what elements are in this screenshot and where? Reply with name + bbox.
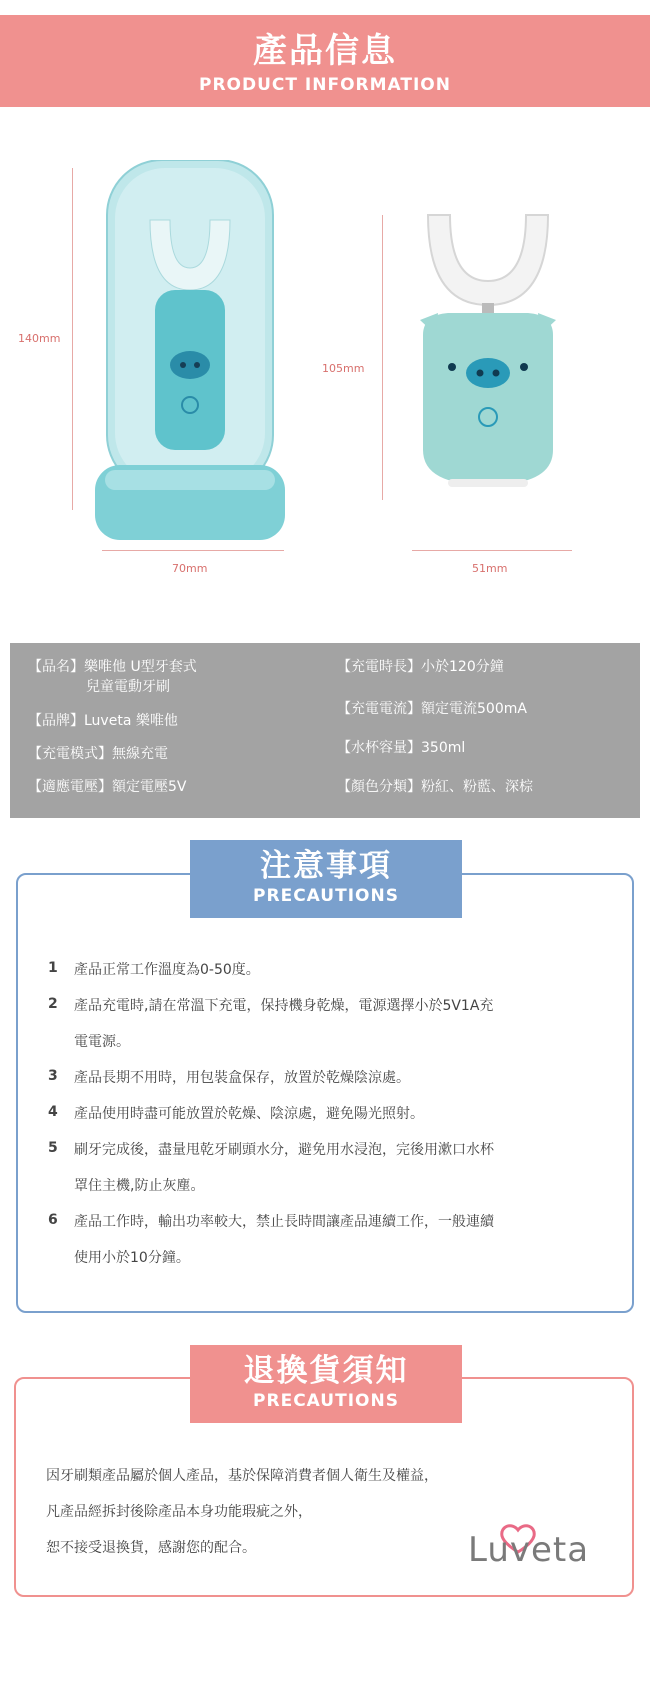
precaution-number: 6	[48, 1212, 58, 1228]
spec-label: 【適應電壓】	[28, 779, 112, 795]
case-height-line	[72, 168, 73, 510]
precaution-line: 產品使用時盡可能放置於乾燥、陰涼處，避免陽光照射。	[74, 1106, 424, 1122]
returns-title-zh: 退換貨須知	[243, 1353, 409, 1389]
header-title-zh: 產品信息	[253, 31, 397, 71]
precaution-line: 產品充電時,請在常溫下充電，保持機身乾燥，電源選擇小於5V1A充	[74, 998, 494, 1014]
case-height-label: 140mm	[18, 332, 61, 345]
precaution-line: 罩住主機,防止灰塵。	[74, 1178, 205, 1194]
spec-value: 無線充電	[112, 746, 168, 762]
precaution-text	[74, 1096, 594, 1132]
toothbrush-pig-image	[408, 195, 568, 495]
precaution-text	[74, 988, 594, 1060]
precaution-line: 產品正常工作溫度為0-50度。	[74, 962, 260, 978]
spec-panel	[10, 643, 640, 818]
precaution-number: 3	[48, 1068, 58, 1084]
precautions-title-en: PRECAUTIONS	[253, 886, 399, 906]
precaution-number: 4	[48, 1104, 58, 1120]
precaution-number: 1	[48, 960, 58, 976]
spec-cup-capacity	[337, 738, 465, 758]
spec-label: 【充電時長】	[337, 659, 421, 675]
spec-charge-time	[337, 657, 504, 677]
spec-value: 額定電壓5V	[112, 779, 187, 795]
brush-width-label: 51mm	[472, 562, 508, 575]
spec-charge-mode	[28, 744, 168, 764]
precaution-text	[74, 952, 594, 988]
product-info-header	[0, 15, 650, 107]
precaution-line: 刷牙完成後，盡量甩乾牙刷頭水分，避免用水浸泡，完後用漱口水杯	[74, 1142, 494, 1158]
precaution-text	[74, 1132, 594, 1204]
case-width-line	[102, 550, 284, 551]
returns-line: 因牙刷類產品屬於個人產品，基於保障消費者個人衛生及權益，	[46, 1468, 438, 1484]
spec-label: 【品名】	[28, 659, 84, 675]
spec-name-line2: 兒童電動牙刷	[86, 679, 170, 695]
precaution-line: 產品工作時，輸出功率較大，禁止長時間讓產品連續工作，一般連續	[74, 1214, 494, 1230]
precaution-line: 使用小於10分鐘。	[74, 1250, 190, 1266]
returns-line: 凡產品經拆封後除產品本身功能瑕疵之外，	[46, 1504, 312, 1520]
spec-label: 【品牌】	[28, 713, 84, 729]
luveta-logo	[468, 1522, 608, 1572]
spec-value: Luveta 樂唯他	[84, 713, 178, 729]
product-illustration	[0, 110, 650, 630]
brush-width-line	[412, 550, 572, 551]
spec-label: 【水杯容量】	[337, 740, 421, 756]
returns-line: 恕不接受退換貨，感謝您的配合。	[46, 1540, 256, 1556]
spec-label: 【充電電流】	[337, 701, 421, 717]
precaution-line: 產品長期不用時，用包裝盒保存，放置於乾燥陰涼處。	[74, 1070, 410, 1086]
precautions-title-zh: 注意事項	[260, 848, 392, 884]
case-width-label: 70mm	[172, 562, 208, 575]
precautions-tag	[190, 840, 462, 918]
spec-brand	[28, 711, 178, 731]
spec-value: 粉紅、粉藍、深棕	[421, 779, 533, 795]
precaution-number: 5	[48, 1140, 58, 1156]
precaution-line: 電電源。	[74, 1034, 130, 1050]
spec-value: 樂唯他 U型牙套式	[84, 659, 197, 675]
spec-label: 【顏色分類】	[337, 779, 421, 795]
spec-value: 350ml	[421, 740, 466, 756]
spec-voltage	[28, 777, 186, 797]
brush-height-label: 105mm	[322, 362, 365, 375]
returns-tag	[190, 1345, 462, 1423]
spec-value: 額定電流500mA	[421, 701, 527, 717]
brush-height-line	[382, 215, 383, 500]
precaution-number: 2	[48, 996, 58, 1012]
spec-charge-current	[337, 699, 527, 719]
precaution-text	[74, 1204, 594, 1276]
spec-label: 【充電模式】	[28, 746, 112, 762]
precaution-text	[74, 1060, 594, 1096]
toothbrush-case-image	[95, 160, 285, 540]
spec-name	[28, 657, 197, 677]
logo-text: Luveta	[468, 1530, 590, 1570]
header-title-en: PRODUCT INFORMATION	[199, 75, 451, 95]
spec-colors	[337, 777, 533, 797]
returns-title-en: PRECAUTIONS	[253, 1391, 399, 1411]
spec-value: 小於120分鐘	[421, 659, 504, 675]
